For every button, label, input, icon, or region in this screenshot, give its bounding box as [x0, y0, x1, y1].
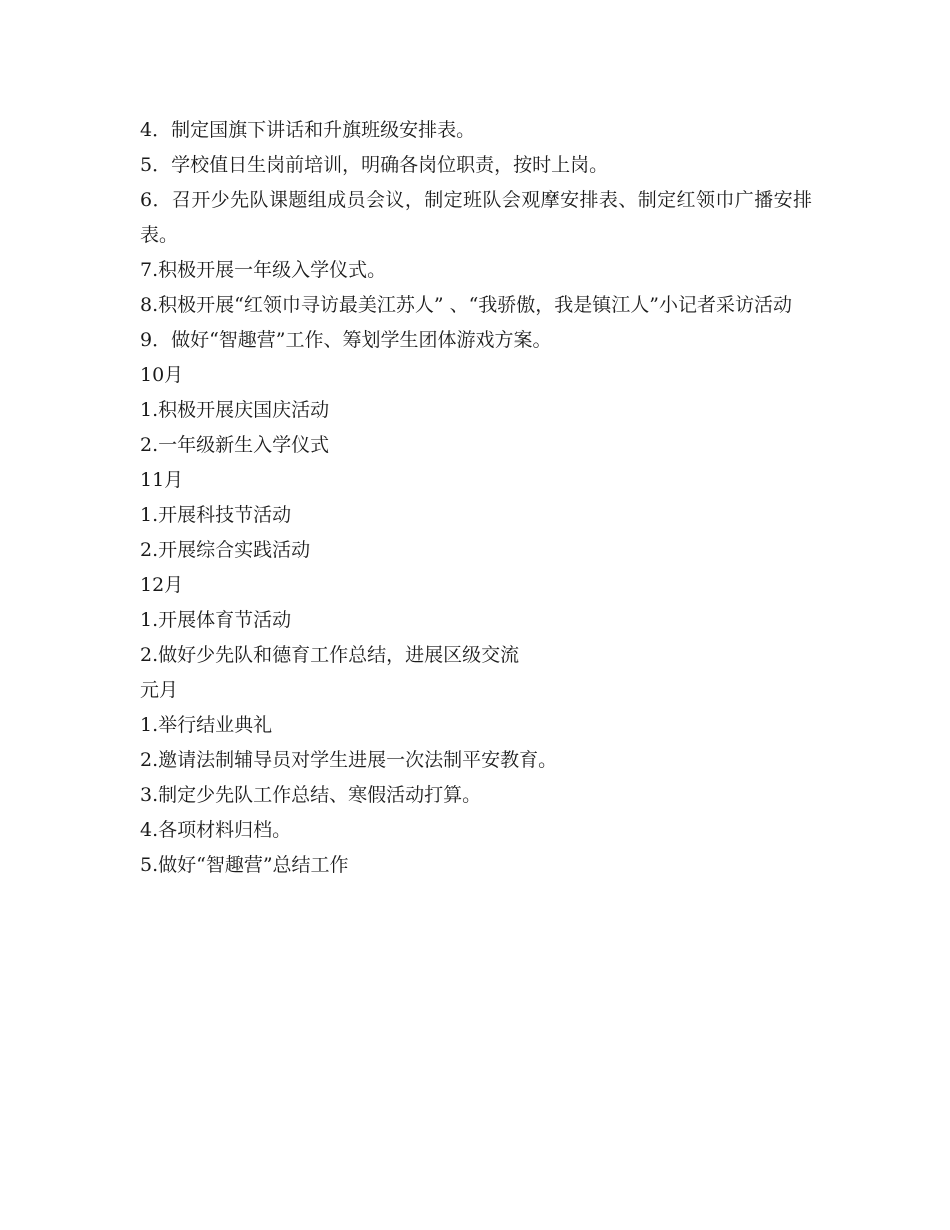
list-item-freshman-ceremony: 2.一年级新生入学仪式: [140, 434, 330, 456]
list-item-sports-festival: 1.开展体育节活动: [140, 609, 292, 631]
list-item-enrollment-ceremony: 7.积极开展一年级入学仪式。: [140, 259, 387, 281]
list-item-work-summary: 2.做好少先队和德育工作总结，进展区级交流: [140, 644, 520, 666]
list-item-closing-ceremony: 1.举行结业典礼: [140, 714, 273, 736]
list-item-game-plan: 9．做好“智趣营”工作、筹划学生团体游戏方案。: [140, 329, 552, 351]
list-item-pioneer-meeting: 6．召开少先队课题组成员会议，制定班队会观摩安排表、制定红领巾广播安排表。: [140, 189, 812, 246]
month-heading-december: 12月: [140, 574, 184, 596]
list-item-flag-speech: 4．制定国旗下讲话和升旗班级安排表。: [140, 119, 476, 141]
list-item-camp-summary: 5.做好“智趣营”总结工作: [140, 854, 349, 876]
list-item-archive-materials: 4.各项材料归档。: [140, 819, 292, 841]
list-item-national-day: 1.积极开展庆国庆活动: [140, 399, 330, 421]
list-item-winter-plan: 3.制定少先队工作总结、寒假活动打算。: [140, 784, 482, 806]
list-item-science-festival: 1.开展科技节活动: [140, 504, 292, 526]
list-item-duty-training: 5．学校值日生岗前培训，明确各岗位职责，按时上岗。: [140, 154, 609, 176]
list-item-reporter-interview: 8.积极开展“红领巾寻访最美江苏人” 、“我骄傲，我是镇江人”小记者采访活动: [140, 294, 793, 316]
month-heading-october: 10月: [140, 364, 184, 386]
list-item-practice-activity: 2.开展综合实践活动: [140, 539, 311, 561]
month-heading-january: 元月: [140, 679, 179, 701]
document-body: [140, 113, 812, 883]
month-heading-november: 11月: [140, 469, 184, 491]
list-item-legal-education: 2.邀请法制辅导员对学生进展一次法制平安教育。: [140, 749, 558, 771]
